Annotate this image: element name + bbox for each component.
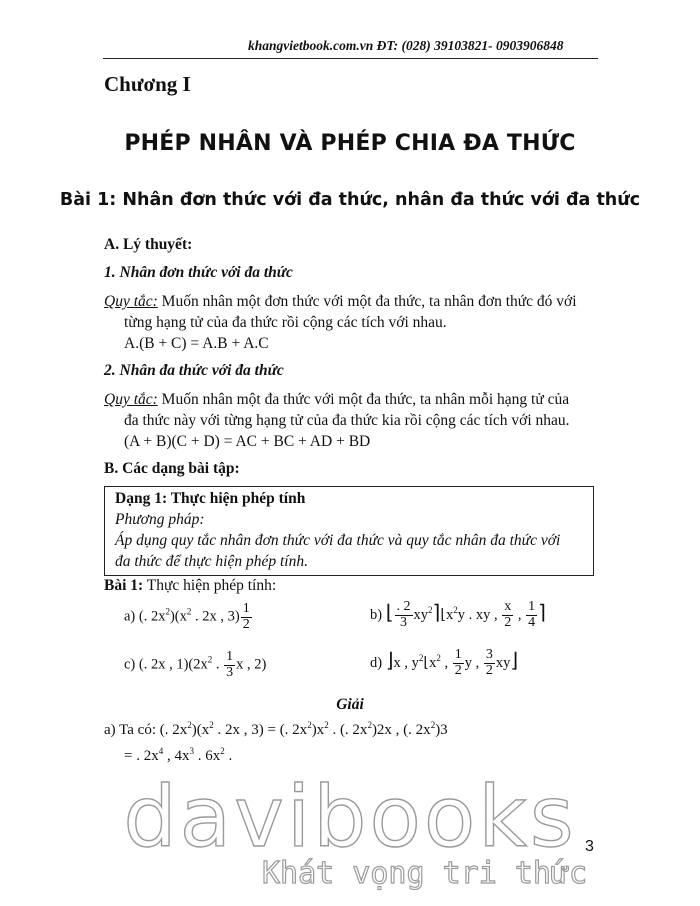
fraction: $\frac{1}{2}$ [242,601,250,632]
section-2-rule-cont: đa thức này với từng hạng tử của đa thức kia rồi cộng các tích với nhau. [124,412,570,429]
solution-prefix: a) Ta có: [104,722,160,738]
exercise-1-text: Thực hiện phép tính: [143,577,277,594]
method-line-1: Áp dụng quy tắc nhân đơn thức với đa thức và quy tắc nhân đa thức với [115,532,561,549]
chapter-heading: Chương I [104,72,191,96]
section-1-rule-cont: từng hạng tử của đa thức rồi cộng các tích với nhau. [124,314,447,331]
expression-a: a) (. $2x^2)(x^2$ . 2x , 3) $\frac{1}{2}$ [124,601,250,632]
exercise-1-label: Bài 1: [104,577,144,594]
solution-line-1: a) Ta có: (. $2x^2)(x^2$ . 2x , 3) = (. $2x^2)x^2$ . (. $2x^2)2x$ , (. $2x^2)3$ [104,720,448,738]
theory-heading: A. Lý thuyết: [104,236,193,253]
rule-label: Quy tắc: [104,293,158,310]
section-1-rule [104,293,577,311]
header-contact: khangvietbook.com.vn ĐT: (028) 39103821- 0903906848 [248,38,564,53]
page-title: PHÉP NHÂN VÀ PHÉP CHIA ĐA THỨC [124,131,576,156]
expression-b: b) ⌊ $\frac{. 2}{3}$ $xy^2⌉⌊x^2y$ . xy , $\frac{x}{2}$ , $\frac{1}{4}$ ⌉ [370,599,546,631]
expression-c: c) (. 2x , $1)(2x^2$ . $\frac{1}{3}$ x , 2) [124,649,267,680]
section-1-heading: 1. Nhân đơn thức với đa thức [104,264,293,281]
method-box [104,486,594,576]
solution-heading: Giải [336,696,364,713]
header-divider [103,58,598,59]
rule-label: Quy tắc: [104,391,158,408]
section-1-formula: A.(B + C) = A.B + A.C [124,335,269,352]
method-box-title: Dạng 1: Thực hiện phép tính [115,490,306,507]
method-line-2: đa thức để thực hiện phép tính. [115,553,308,570]
rule-text: Muốn nhân một đa thức với một đa thức, ta nhân mỗi hạng tử của [157,391,570,408]
exercise-1-prompt [104,577,276,595]
lesson-title: Bài 1: Nhân đơn thức với đa thức, nhân đa thức với đa thức [59,190,641,210]
expression-d: d) ⌋x , $y^2⌊x^2$ , $\frac{1}{2}$ y , $\frac{3}{2}$ xy⌋ [370,647,519,679]
section-2-heading: 2. Nhân đa thức với đa thức [104,362,284,379]
watermark-logo: davibooks [123,768,577,866]
exercises-heading: B. Các dạng bài tập: [104,460,240,477]
section-2-rule [104,391,569,409]
rule-text: Muốn nhân một đơn thức với một đa thức, ta nhân đơn thức đó với [157,293,577,310]
watermark-slogan: Khát vọng tri thức [262,856,588,891]
solution-line-2: = . $2x^4$ , $4x^3$ . $6x^2$ . [124,746,233,764]
method-label: Phương pháp: [115,511,205,528]
section-2-formula: (A + B)(C + D) = AC + BC + AD + BD [124,433,371,450]
page-number: 3 [585,838,594,855]
